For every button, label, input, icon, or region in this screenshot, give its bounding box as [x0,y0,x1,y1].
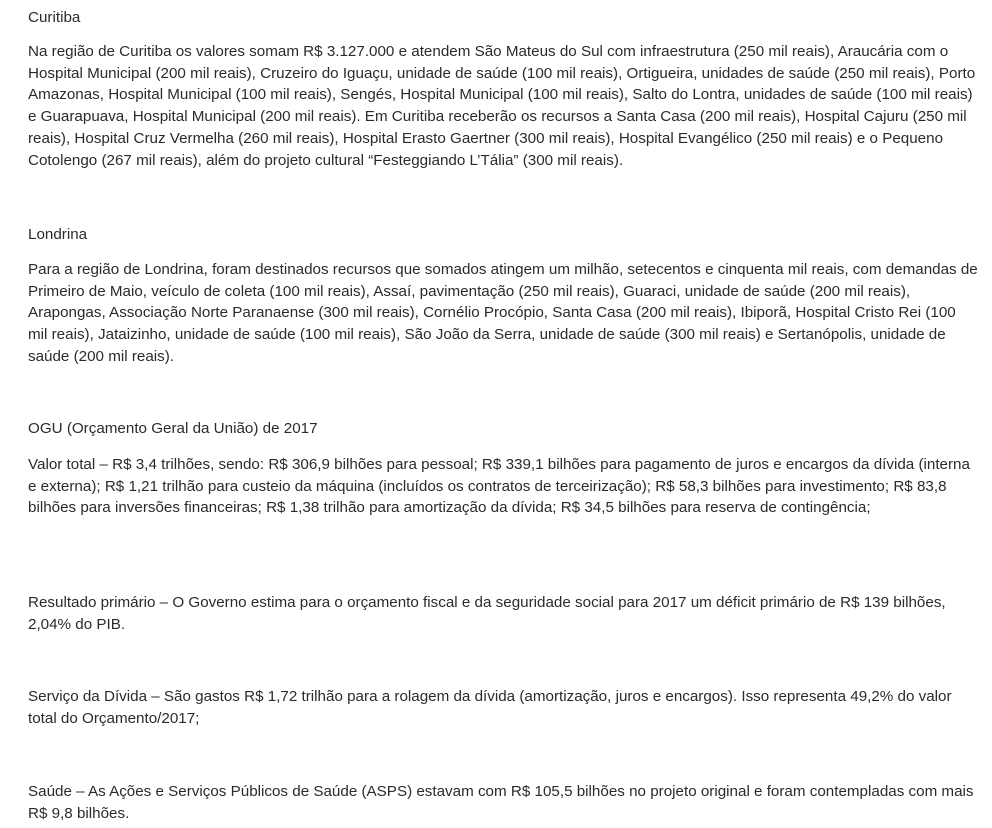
paragraph-londrina: Para a região de Londrina, foram destinados recursos que somados atingem um milhão, setecentos e cinquenta mil reais, com demandas de Primeiro de Maio, veículo de coleta (100 mil reais), Assaí, pavimentação (250 mil reais), Guaraci, unidade de saúde (200 mil reais), Arapongas, Associação Norte Paranaense (300 mil reais), Cornélio Procópio, Santa Casa (200 mil reais), Ibiporã, Hospital Cristo Rei (100 mil reais), Jataizinho, unidade de saúde (100 mil reais), São João da Serra, unidade de saúde (300 mil reais) e Sertanópolis, unidade de saúde (200 mil reais). [28,261,978,365]
paragraph-saude: Saúde – As Ações e Serviços Públicos de Saúde (ASPS) estavam com R$ 105,5 bilhões no projeto original e foram contempladas com mais R$ 9,8 bilhões. [28,783,974,822]
paragraph-servico-divida: Serviço da Dívida – São gastos R$ 1,72 trilhão para a rolagem da dívida (amortização, juros e encargos). Isso representa 49,2% do valor total do Orçamento/2017; [28,688,952,727]
paragraph-resultado-primario: Resultado primário – O Governo estima para o orçamento fiscal e da seguridade social para 2017 um déficit primário de R$ 139 bilhões, 2,04% do PIB. [28,594,946,633]
section-heading-curitiba: Curitiba [28,9,81,26]
paragraph-valor-total: Valor total – R$ 3,4 trilhões, sendo: R$ 306,9 bilhões para pessoal; R$ 339,1 bilhões para pagamento de juros e encargos da dívida (interna e externa); R$ 1,21 trilhão para custeio da máquina (incluídos os contratos de terceirização); R$ 58,3 bilhões para investimento; R$ 83,8 bilhões para inversões financeiras; R$ 1,38 trilhão para amortização da dívida; R$ 34,5 bilhões para reserva de contingência; [28,456,970,517]
section-heading-ogu: OGU (Orçamento Geral da União) de 2017 [28,420,318,437]
section-heading-londrina: Londrina [28,226,88,243]
paragraph-curitiba: Na região de Curitiba os valores somam R$ 3.127.000 e atendem São Mateus do Sul com infraestrutura (250 mil reais), Araucária com o Hospital Municipal (200 mil reais), Cruzeiro do Iguaçu, unidade de saúde (100 mil reais), Ortigueira, unidades de saúde (250 mil reais), Porto Amazonas, Hospital Municipal (100 mil reais), Sengés, Hospital Municipal (100 mil reais), Salto do Lontra, unidades de saúde (100 mil reais) e Guarapuava, Hospital Municipal (200 mil reais). Em Curitiba receberão os recursos a Santa Casa (200 mil reais), Hospital Cajuru (250 mil reais), Hospital Cruz Vermelha (260 mil reais), Hospital Erasto Gaertner (300 mil reais), Hospital Evangélico (250 mil reais) e o Pequeno Cotolengo (267 mil reais), além do projeto cultural “Festeggiando L’Tália” (300 mil reais). [28,43,976,169]
